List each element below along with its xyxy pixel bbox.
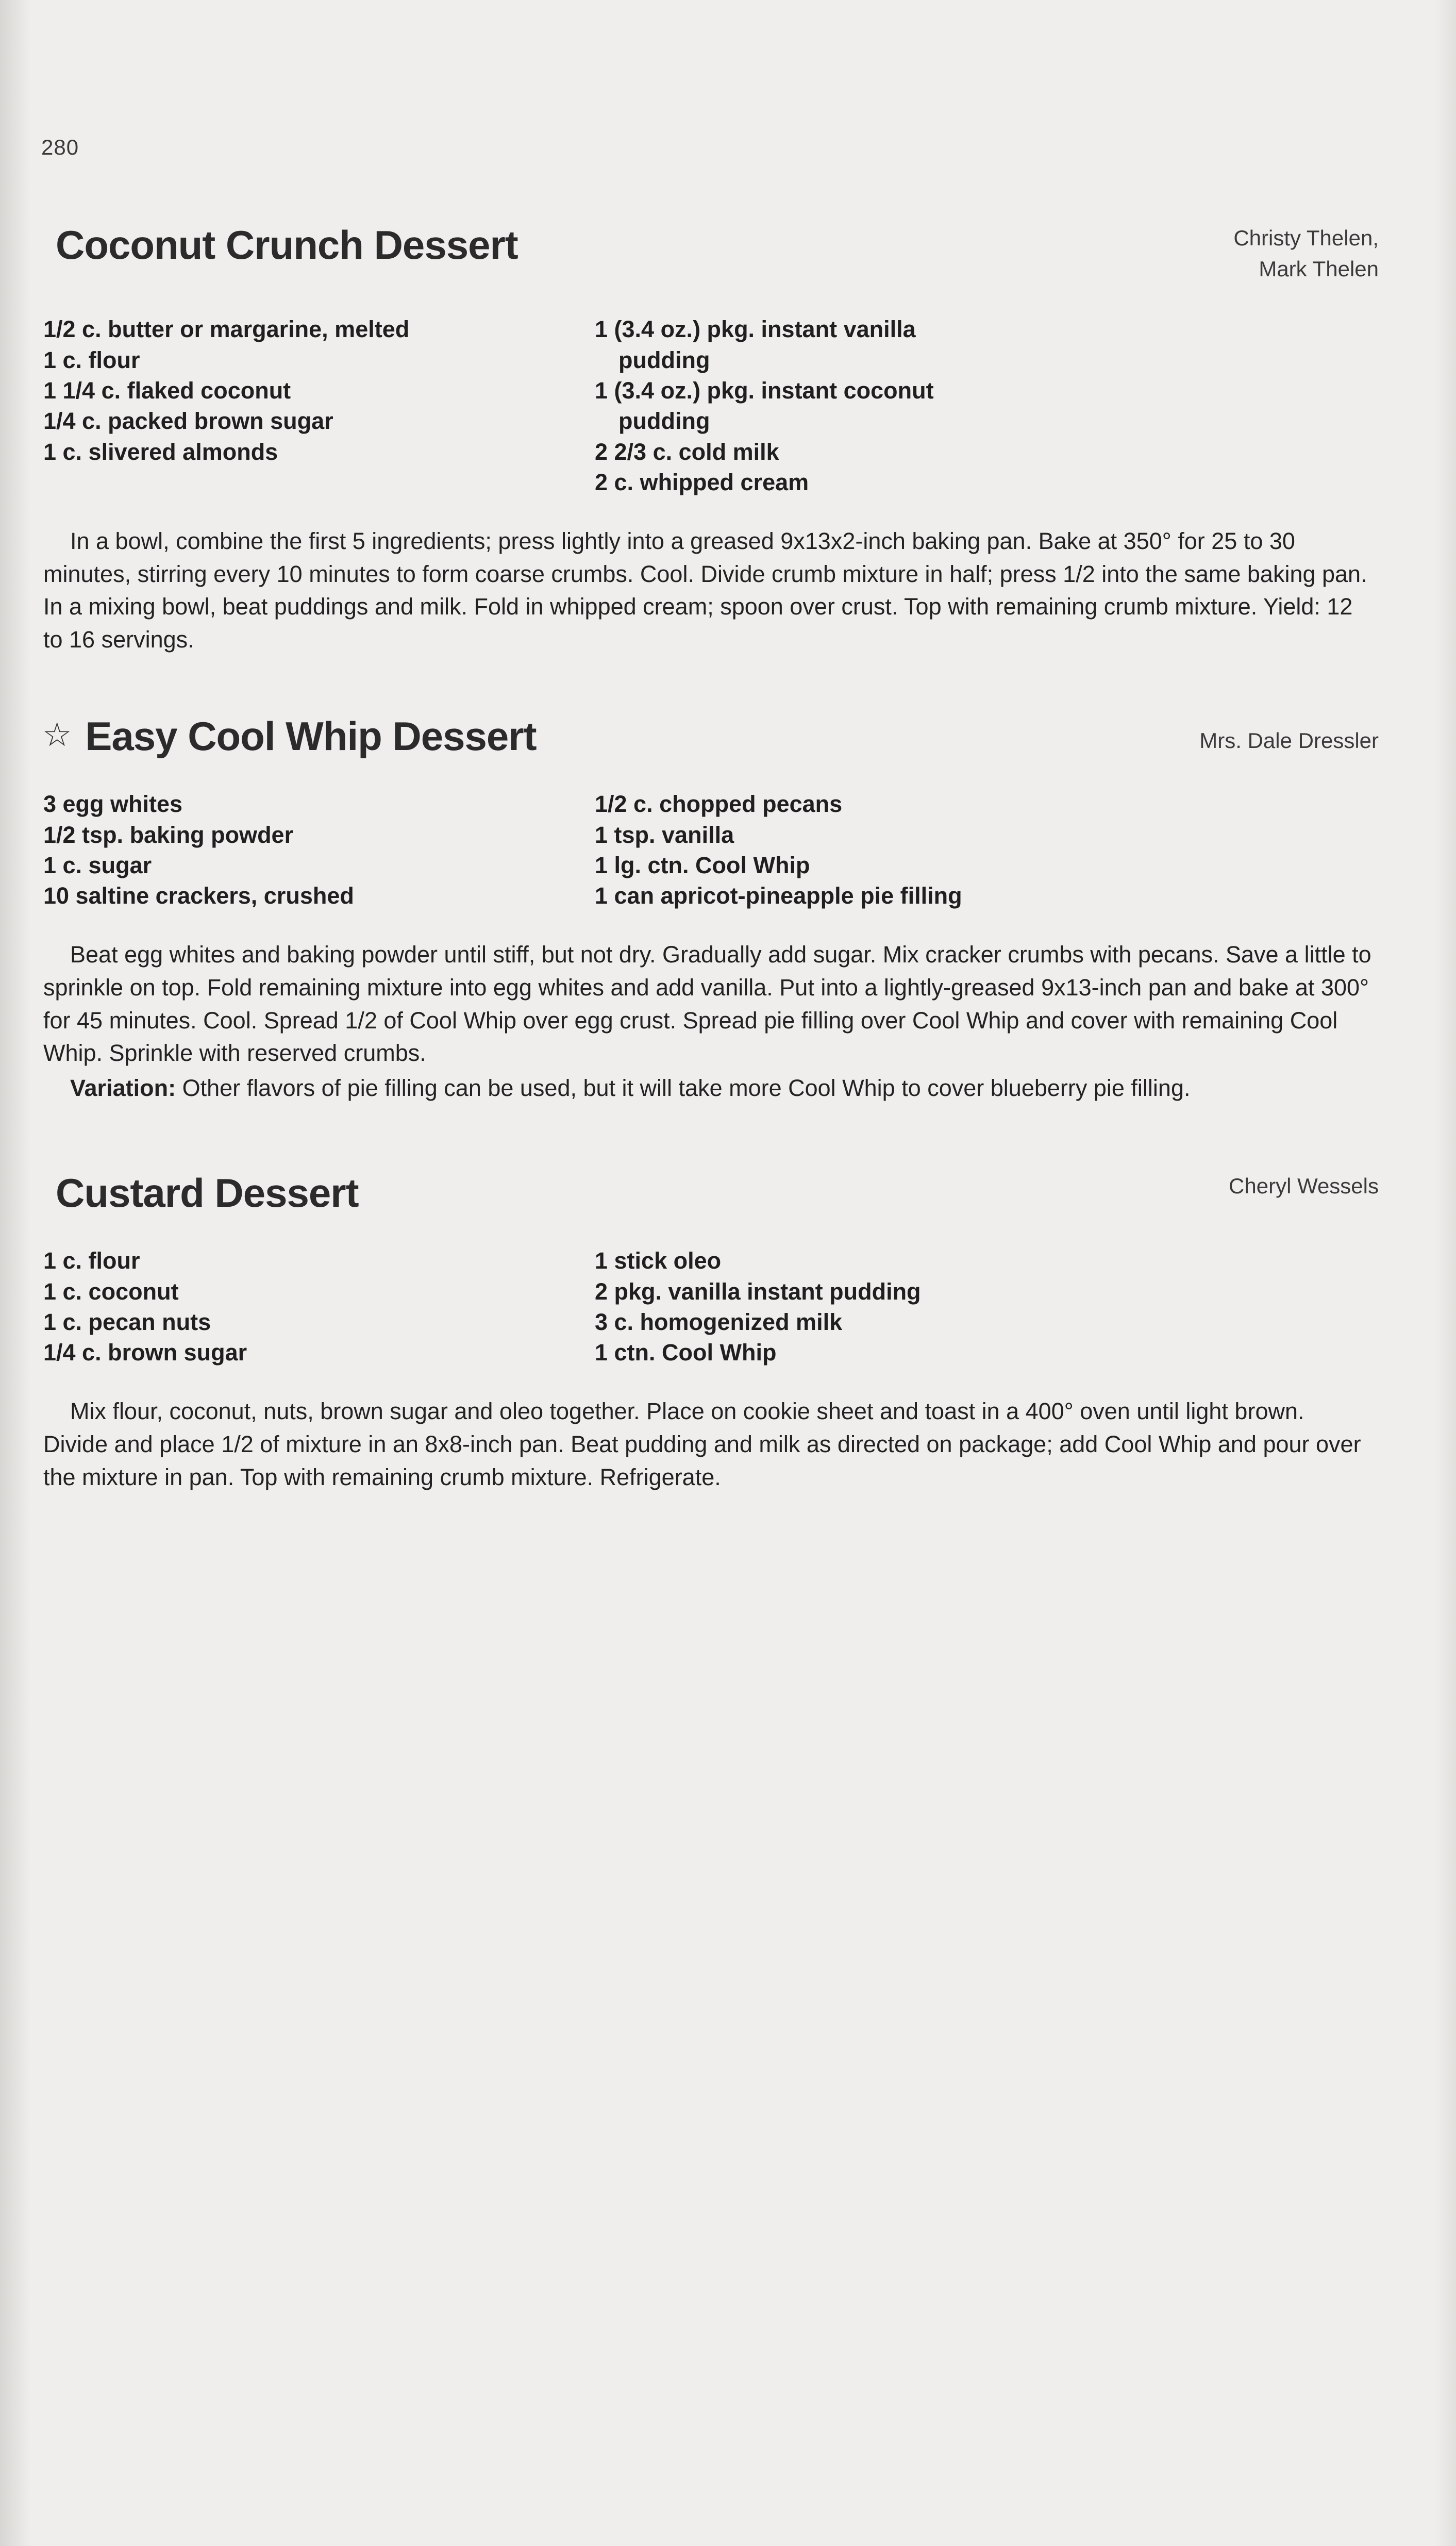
directions-paragraph: Beat egg whites and baking powder until stiff, but not dry. Gradually add sugar. Mix cracker crumbs with pecans. Save a little to sprinkle on top. Fold remaining mixture into egg whites and add vanilla. Put into a lightly-greased 9x13-inch pan and bake at 300° for 45 minutes. Cool. Spread 1/2 of Cool Whip over egg crust. Spread pie filling over Cool Whip and cover with remaining Cool Whip. Sprinkle with reserved crumbs.: [43, 941, 1371, 1067]
ingredient-item: 1/4 c. brown sugar: [43, 1339, 247, 1366]
variation-paragraph: [43, 1072, 1374, 1105]
ingredient-item: 2 2/3 c. cold milk: [595, 438, 779, 465]
directions-paragraph: In a bowl, combine the first 5 ingredients; press lightly into a greased 9x13x2-inch baking pan. Bake at 350° for 25 to 30 minutes, stirring every 10 minutes to form coarse crumbs. Cool. Divide crumb mixture in half; press 1/2 into the same baking pan. In a mixing bowl, beat puddings and milk. Fold in whipped cream; spoon over crust. Top with remaining crumb mixture. Yield: 12 to 16 servings.: [43, 527, 1367, 653]
recipe-title: Coconut Crunch Dessert: [56, 222, 518, 268]
ingredient-item: 1 1/4 c. flaked coconut: [43, 377, 291, 404]
recipe-contributor: [1199, 725, 1379, 757]
ingredient-item: 3 c. homogenized milk: [595, 1308, 843, 1335]
ingredient-list: [36, 1245, 1379, 1368]
ingredient-item: 1 c. flour: [43, 1247, 140, 1274]
ingredient-item: 1/2 c. chopped pecans: [595, 791, 843, 818]
recipe-header: [36, 713, 1379, 760]
ingredient-item: 1/4 c. packed brown sugar: [43, 408, 333, 435]
ingredient-item: 10 saltine crackers, crushed: [43, 883, 354, 909]
ingredient-item: 3 egg whites: [43, 791, 183, 818]
variation-label: Variation:: [70, 1075, 176, 1102]
recipe-title: Easy Cool Whip Dessert: [85, 713, 537, 759]
recipe-block: [36, 1170, 1379, 1493]
ingredient-item: 1 c. sugar: [43, 852, 152, 878]
ingredient-item: 1 tsp. vanilla: [595, 821, 734, 848]
page-number: 280: [41, 135, 79, 159]
ingredient-item: 1 c. slivered almonds: [43, 438, 278, 465]
ingredient-item: 1 ctn. Cool Whip: [595, 1339, 777, 1366]
ingredient-column-left: [43, 789, 595, 911]
recipe-title-wrap: [42, 713, 537, 760]
ingredient-list: [36, 789, 1379, 911]
recipe-directions: [36, 938, 1379, 1105]
ingredient-item: pudding: [618, 408, 710, 435]
recipe-contributor: [1233, 223, 1379, 286]
recipe-contributor: [1229, 1171, 1379, 1202]
recipe-title-wrap: [42, 222, 518, 269]
ingredient-column-left: [43, 1245, 595, 1368]
ingredient-column-right: [595, 314, 1213, 497]
recipe-block: [36, 222, 1379, 656]
ingredient-item: 1 (3.4 oz.) pkg. instant coconut: [595, 377, 934, 404]
recipe-directions: [36, 1395, 1379, 1494]
contributor-line: Cheryl Wessels: [1229, 1173, 1379, 1198]
contributor-line: Christy Thelen,: [1233, 225, 1379, 250]
recipe-header: [36, 222, 1379, 285]
ingredient-column-right: [595, 789, 1213, 911]
contributor-line: Mark Thelen: [1259, 257, 1379, 281]
variation-text: Other flavors of pie filling can be used, but it will take more Cool Whip to cover blueberry pie filling.: [176, 1075, 1191, 1102]
ingredient-item: 1 lg. ctn. Cool Whip: [595, 852, 810, 878]
ingredient-item: 1 (3.4 oz.) pkg. instant vanilla: [595, 316, 916, 343]
ingredient-item: 1 can apricot-pineapple pie filling: [595, 883, 962, 909]
ingredient-item: 2 pkg. vanilla instant pudding: [595, 1278, 921, 1305]
ingredient-item: 1 c. flour: [43, 346, 140, 373]
star-icon: ☆: [42, 715, 72, 753]
ingredient-item: 1 stick oleo: [595, 1247, 722, 1274]
recipe-title: Custard Dessert: [56, 1170, 359, 1216]
ingredient-item: 1 c. coconut: [43, 1278, 179, 1305]
recipe-title-wrap: [42, 1170, 359, 1217]
contributor-line: Mrs. Dale Dressler: [1199, 728, 1379, 753]
recipe-header: [36, 1170, 1379, 1217]
ingredient-column-left: [43, 314, 595, 497]
directions-paragraph: Mix flour, coconut, nuts, brown sugar and oleo together. Place on cookie sheet and toast in a 400° oven until light brown. Divide and place 1/2 of mixture in an 8x8-inch pan. Beat pudding and milk as directed on package; add Cool Whip and pour over the mixture in pan. Top with remaining crumb mixture. Refrigerate.: [43, 1397, 1361, 1490]
recipe-directions: [36, 525, 1379, 657]
ingredient-item: 1 c. pecan nuts: [43, 1308, 211, 1335]
ingredient-item: pudding: [618, 346, 710, 373]
ingredient-item: 1/2 tsp. baking powder: [43, 821, 294, 848]
ingredient-list: [36, 314, 1379, 497]
recipe-block: [36, 713, 1379, 1105]
ingredient-item: 2 c. whipped cream: [595, 469, 809, 496]
ingredient-column-right: [595, 1245, 1213, 1368]
ingredient-item: 1/2 c. butter or margarine, melted: [43, 316, 410, 343]
